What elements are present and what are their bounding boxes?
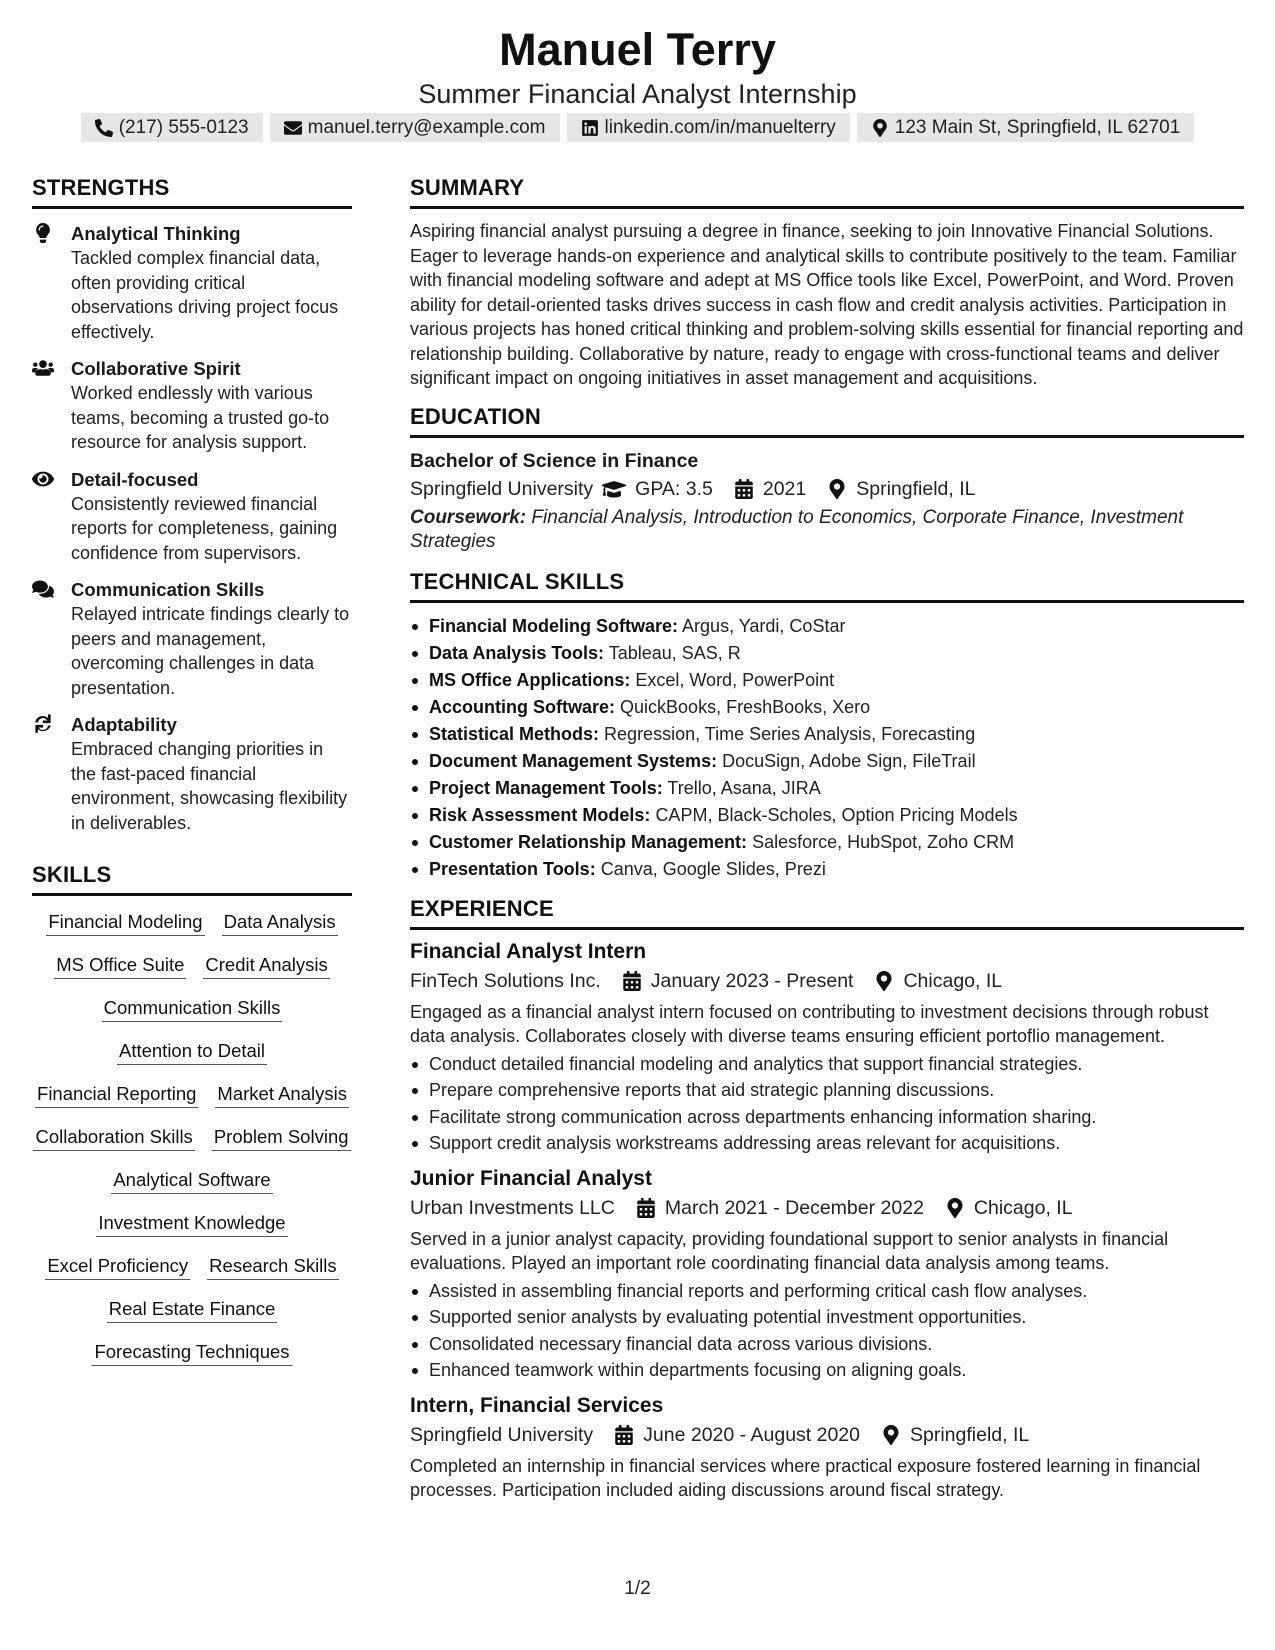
job-bullets xyxy=(410,1051,1244,1157)
linkedin-text: linkedin.com/in/manuelterry xyxy=(604,116,836,138)
list-item: Facilitate strong communication across departments enhancing information sharing. xyxy=(410,1104,1244,1131)
job-meta xyxy=(410,966,1244,996)
tech-skill-label: Project Management Tools: xyxy=(429,777,663,798)
skill-tag: Excel Proficiency xyxy=(45,1254,190,1280)
tech-skill-value: Canva, Google Slides, Prezi xyxy=(600,858,826,879)
strength-name: Adaptability xyxy=(71,714,177,735)
job-title: Junior Financial Analyst xyxy=(410,1166,652,1190)
calendar-icon xyxy=(622,971,642,991)
job-meta xyxy=(410,1420,1244,1450)
technical-skills-list xyxy=(410,613,1244,883)
strength-name: Analytical Thinking xyxy=(71,223,241,244)
skill-tag: Investment Knowledge xyxy=(96,1211,287,1237)
job-dates: March 2021 - December 2022 xyxy=(664,1196,924,1219)
coursework xyxy=(410,506,1244,554)
tech-skill-label: Risk Assessment Models: xyxy=(429,804,651,825)
comments-icon xyxy=(32,579,54,599)
list-item xyxy=(410,802,1244,829)
job-dates: January 2023 - Present xyxy=(650,969,854,992)
left-column xyxy=(32,176,352,1366)
linkedin-icon xyxy=(581,119,599,137)
strengths-heading: STRENGTHS xyxy=(32,176,352,209)
calendar-icon xyxy=(636,1198,656,1218)
skill-tag: Collaboration Skills xyxy=(33,1125,194,1151)
tech-skill-value: Trello, Asana, JIRA xyxy=(667,777,821,798)
list-item xyxy=(410,667,1244,694)
job-location: Springfield, IL xyxy=(910,1423,1030,1446)
list-item: Assisted in assembling financial reports and performing critical cash flow analyses. xyxy=(410,1278,1244,1305)
map-marker-icon xyxy=(874,971,894,991)
list-item: Enhanced teamwork within departments focusing on aligning goals. xyxy=(410,1357,1244,1384)
summary-heading: SUMMARY xyxy=(410,176,1244,209)
graduation-year: 2021 xyxy=(762,477,807,500)
contact-phone xyxy=(81,113,263,142)
phone-text: (217) 555-0123 xyxy=(118,116,249,138)
job-bullets xyxy=(410,1278,1244,1384)
school-location: Springfield, IL xyxy=(856,477,976,500)
job-title: Financial Analyst Intern xyxy=(410,939,647,963)
contact-address xyxy=(857,113,1195,142)
tech-skill-label: Document Management Systems: xyxy=(429,750,718,771)
tech-skill-label: Financial Modeling Software: xyxy=(429,615,679,636)
coursework-text: Financial Analysis, Introduction to Economics, Corporate Finance, Investment Strategies xyxy=(410,506,1184,552)
candidate-name: Manuel Terry xyxy=(499,24,776,75)
list-item xyxy=(410,640,1244,667)
list-item xyxy=(410,748,1244,775)
skill-tag: Real Estate Finance xyxy=(107,1297,278,1323)
tech-skill-value: QuickBooks, FreshBooks, Xero xyxy=(620,696,871,717)
technical-skills-heading: TECHNICAL SKILLS xyxy=(410,570,1244,603)
contact-bar xyxy=(0,113,1275,142)
map-marker-icon xyxy=(827,479,847,499)
lightbulb-icon xyxy=(32,223,54,243)
map-marker-icon xyxy=(881,1425,901,1445)
job-location: Chicago, IL xyxy=(903,969,1003,992)
strength-desc: Worked endlessly with various teams, becoming a trusted go-to resource for analysis support. xyxy=(71,383,330,452)
envelope-icon xyxy=(284,119,302,137)
eye-icon xyxy=(32,469,54,489)
list-item xyxy=(410,694,1244,721)
skill-tag: MS Office Suite xyxy=(54,953,186,979)
list-item xyxy=(410,613,1244,640)
strength-item xyxy=(32,356,352,455)
list-item: Support credit analysis workstreams addressing areas relevant for acquisitions. xyxy=(410,1130,1244,1157)
strength-desc: Tackled complex financial data, often providing critical observations driving project focus effectively. xyxy=(71,248,339,342)
map-marker-icon xyxy=(871,119,889,137)
skills-heading: SKILLS xyxy=(32,863,352,896)
target-position: Summer Financial Analyst Internship xyxy=(418,79,857,109)
phone-icon xyxy=(95,119,113,137)
strength-item xyxy=(32,467,352,566)
job-entry xyxy=(410,1392,1244,1503)
tech-skill-value: Salesforce, HubSpot, Zoho CRM xyxy=(752,831,1015,852)
strength-desc: Embraced changing priorities in the fast-paced financial environment, showcasing flexibility in deliverables. xyxy=(71,739,348,833)
strength-item xyxy=(32,221,352,344)
job-entry xyxy=(410,1165,1244,1384)
gpa-text: GPA: 3.5 xyxy=(635,477,713,500)
job-meta xyxy=(410,1193,1244,1223)
tech-skill-value: Argus, Yardi, CoStar xyxy=(682,615,846,636)
skill-tag: Forecasting Techniques xyxy=(92,1340,291,1366)
strength-name: Communication Skills xyxy=(71,579,265,600)
map-marker-icon xyxy=(945,1198,965,1218)
right-column xyxy=(410,176,1244,1503)
strength-name: Detail-focused xyxy=(71,468,199,490)
strength-desc: Relayed intricate findings clearly to peers and management, overcoming challenges in data presentation. xyxy=(71,604,350,698)
school-name: Springfield University xyxy=(410,477,594,500)
job-entry xyxy=(410,938,1244,1157)
graduation-cap-icon xyxy=(602,479,626,499)
contact-linkedin xyxy=(567,113,850,142)
skill-tag: Credit Analysis xyxy=(203,953,329,979)
tech-skill-value: Regression, Time Series Analysis, Forecasting xyxy=(604,723,976,744)
list-item xyxy=(410,829,1244,856)
calendar-icon xyxy=(734,479,754,499)
skill-tag: Communication Skills xyxy=(102,996,283,1022)
sync-icon xyxy=(32,714,54,734)
tech-skill-value: CAPM, Black-Scholes, Option Pricing Models xyxy=(655,804,1018,825)
list-item: Prepare comprehensive reports that aid strategic planning discussions. xyxy=(410,1077,1244,1104)
coursework-label: Coursework: xyxy=(410,506,527,528)
job-location: Chicago, IL xyxy=(973,1196,1073,1219)
tech-skill-value: Tableau, SAS, R xyxy=(608,642,741,663)
skill-tag: Attention to Detail xyxy=(117,1039,267,1065)
strength-item xyxy=(32,712,352,835)
list-item: Supported senior analysts by evaluating potential investment opportunities. xyxy=(410,1304,1244,1331)
list-item: Consolidated necessary financial data across various divisions. xyxy=(410,1331,1244,1358)
tech-skill-label: MS Office Applications: xyxy=(429,669,631,690)
strength-desc: Consistently reviewed financial reports for completeness, gaining confidence from supervisors. xyxy=(71,493,338,563)
skill-tag: Problem Solving xyxy=(212,1125,351,1151)
job-description: Served in a junior analyst capacity, providing foundational support to senior analysts in financial evaluations. Played an important role coordinating financial data analysis among teams. xyxy=(410,1228,1169,1273)
degree-name: Bachelor of Science in Finance xyxy=(410,449,699,472)
experience-heading: EXPERIENCE xyxy=(410,897,1244,930)
skill-tag: Research Skills xyxy=(207,1254,339,1280)
strength-name: Collaborative Spirit xyxy=(71,358,241,379)
tech-skill-label: Statistical Methods: xyxy=(429,723,600,744)
summary-text: Aspiring financial analyst pursuing a degree in finance, seeking to join Innovative Financial Solutions. Eager to leverage hands-on experience and analytical skills to contribute positively to the team. Familiar with financial modeling software and adept at MS Office tools like Excel, PowerPoint, and Word. Proven ability for detail-oriented tasks drives success in cash flow and credit analysis activities. Participation in various projects has honed critical thinking and problem-solving skills essential for financial reporting and relationship building. Collaborative by nature, ready to engage with cross-functional teams and deliver significant impact on ongoing initiatives in asset management and acquisitions. xyxy=(410,221,1244,388)
company-name: FinTech Solutions Inc. xyxy=(410,969,601,992)
tech-skill-label: Accounting Software: xyxy=(429,696,616,717)
skill-tag: Financial Modeling xyxy=(46,910,204,936)
list-item: Conduct detailed financial modeling and analytics that support financial strategies. xyxy=(410,1051,1244,1078)
list-item xyxy=(410,721,1244,748)
company-name: Urban Investments LLC xyxy=(410,1196,615,1219)
company-name: Springfield University xyxy=(410,1423,594,1446)
skill-tag: Financial Reporting xyxy=(35,1082,198,1108)
address-text: 123 Main St, Springfield, IL 62701 xyxy=(894,116,1181,138)
resume-header xyxy=(0,22,1275,110)
users-icon xyxy=(32,358,54,378)
contact-email xyxy=(270,113,560,142)
skill-tag: Market Analysis xyxy=(215,1082,349,1108)
tech-skill-label: Customer Relationship Management: xyxy=(429,831,748,852)
tech-skill-value: Excel, Word, PowerPoint xyxy=(635,669,835,690)
job-title: Intern, Financial Services xyxy=(410,1393,664,1417)
skill-tag: Analytical Software xyxy=(111,1168,272,1194)
education-meta xyxy=(410,474,1244,504)
job-description: Engaged as a financial analyst intern focused on contributing to investment decisions through robust data analysis. Collaborates closely with diverse teams ensuring efficient portoflio management. xyxy=(410,1001,1209,1046)
list-item xyxy=(410,856,1244,883)
list-item xyxy=(410,775,1244,802)
skills-list xyxy=(32,910,352,1366)
skill-tag: Data Analysis xyxy=(222,910,338,936)
job-dates: June 2020 - August 2020 xyxy=(643,1423,860,1446)
tech-skill-label: Data Analysis Tools: xyxy=(429,642,605,663)
tech-skill-value: DocuSign, Adobe Sign, FileTrail xyxy=(722,750,976,771)
calendar-icon xyxy=(614,1425,634,1445)
job-description: Completed an internship in financial services where practical exposure fostered learning in financial processes. Participation included aiding discussions around fiscal strategy. xyxy=(410,1455,1201,1500)
email-text: manuel.terry@example.com xyxy=(307,116,546,138)
tech-skill-label: Presentation Tools: xyxy=(429,858,596,879)
page-number: 1/2 xyxy=(624,1578,651,1599)
education-heading: EDUCATION xyxy=(410,405,1244,438)
strength-item xyxy=(32,577,352,700)
